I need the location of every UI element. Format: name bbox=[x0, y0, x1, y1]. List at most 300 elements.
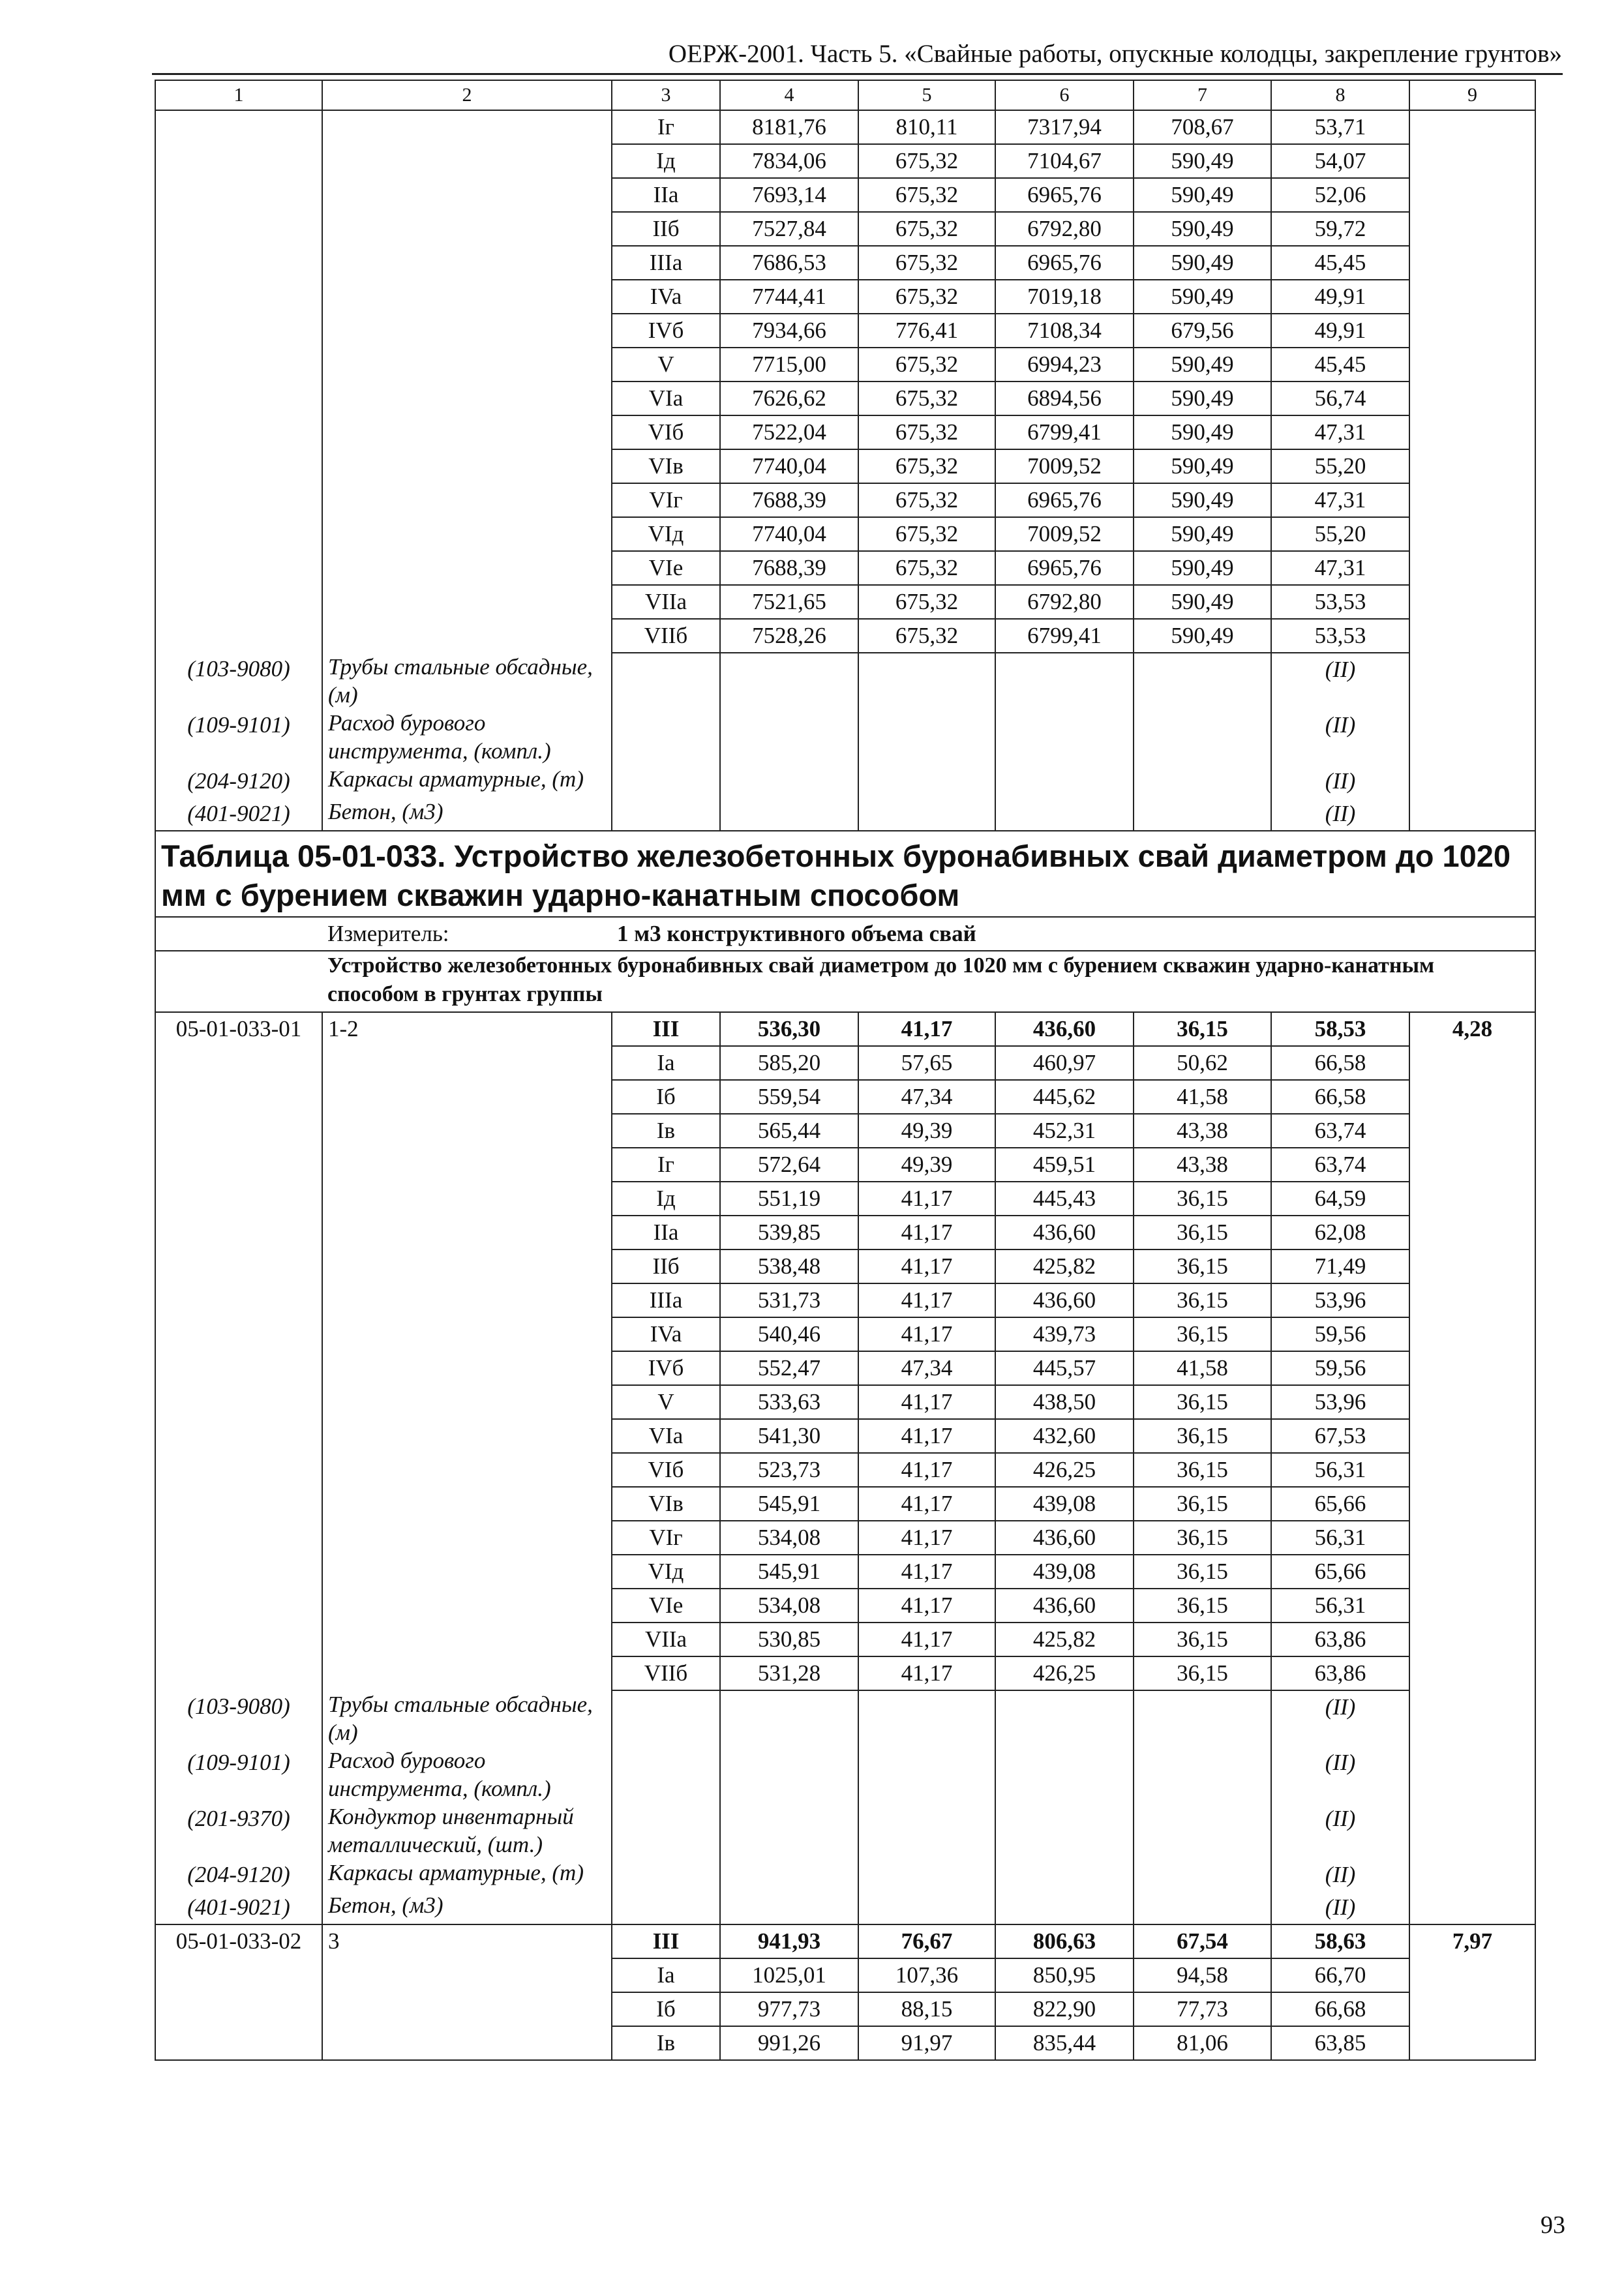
c9-cell bbox=[1409, 1589, 1535, 1623]
resource-row bbox=[155, 1690, 1535, 1746]
group-cell: Iг bbox=[612, 1148, 720, 1182]
value-cell-c8: 53,71 bbox=[1271, 110, 1409, 144]
value-cell-c7: 50,62 bbox=[1134, 1046, 1271, 1080]
c9-cell bbox=[1409, 1656, 1535, 1690]
value-cell-c6: 426,25 bbox=[995, 1656, 1134, 1690]
value-cell-c7: 36,15 bbox=[1134, 1453, 1271, 1487]
value-cell-c7: 36,15 bbox=[1134, 1521, 1271, 1555]
soil-cell: 1-2 bbox=[322, 1012, 612, 1046]
soil-cell bbox=[322, 1623, 612, 1656]
resource-name: Расход бурового инструмента, (компл.) bbox=[322, 1746, 612, 1803]
soil-cell bbox=[322, 1114, 612, 1148]
value-cell-c5: 41,17 bbox=[858, 1182, 995, 1216]
resource-code: (401-9021) bbox=[155, 798, 322, 831]
group-cell: V bbox=[612, 1385, 720, 1419]
empty-cell bbox=[995, 1803, 1134, 1859]
group-cell: Iг bbox=[612, 110, 720, 144]
page-header: ОЕРЖ-2001. Часть 5. «Свайные работы, опускные колодцы, закрепление грунтов» bbox=[668, 40, 1562, 68]
value-cell-c5: 41,17 bbox=[858, 1419, 995, 1453]
table-row bbox=[155, 1216, 1535, 1249]
group-cell: Iб bbox=[612, 1080, 720, 1114]
soil-cell bbox=[322, 1249, 612, 1283]
code-cell bbox=[155, 178, 322, 212]
unit-label: Измеритель: bbox=[322, 917, 612, 951]
code-cell bbox=[155, 551, 322, 585]
value-cell-c7: 590,49 bbox=[1134, 449, 1271, 483]
column-number: 1 bbox=[155, 80, 322, 110]
c9-cell: 7,97 bbox=[1409, 1924, 1535, 1958]
value-cell-c8: 45,45 bbox=[1271, 348, 1409, 382]
empty-cell bbox=[1409, 765, 1535, 798]
value-cell-c6: 835,44 bbox=[995, 2026, 1134, 2060]
c9-cell bbox=[1409, 280, 1535, 314]
value-cell-c8: 66,68 bbox=[1271, 1992, 1409, 2026]
table-row bbox=[155, 619, 1535, 653]
table-row bbox=[155, 1656, 1535, 1690]
c9-cell bbox=[1409, 314, 1535, 348]
value-cell-c7: 36,15 bbox=[1134, 1317, 1271, 1351]
soil-cell bbox=[322, 178, 612, 212]
value-cell-c5: 76,67 bbox=[858, 1924, 995, 1958]
value-cell-c6: 425,82 bbox=[995, 1249, 1134, 1283]
soil-cell bbox=[322, 212, 612, 246]
value-cell-c6: 436,60 bbox=[995, 1521, 1134, 1555]
value-cell-c7: 67,54 bbox=[1134, 1924, 1271, 1958]
empty-cell bbox=[1134, 709, 1271, 765]
soil-cell bbox=[322, 1453, 612, 1487]
value-cell-c4: 559,54 bbox=[720, 1080, 858, 1114]
value-cell-c5: 41,17 bbox=[858, 1555, 995, 1589]
code-cell bbox=[155, 449, 322, 483]
value-cell-c4: 565,44 bbox=[720, 1114, 858, 1148]
empty-cell bbox=[1409, 1859, 1535, 1891]
value-cell-c5: 41,17 bbox=[858, 1249, 995, 1283]
value-cell-c5: 675,32 bbox=[858, 619, 995, 653]
value-cell-c6: 6799,41 bbox=[995, 415, 1134, 449]
value-cell-c4: 7688,39 bbox=[720, 483, 858, 517]
code-cell bbox=[155, 1114, 322, 1148]
group-cell: Iв bbox=[612, 1114, 720, 1148]
c9-cell bbox=[1409, 1419, 1535, 1453]
value-cell-c6: 445,43 bbox=[995, 1182, 1134, 1216]
table-row bbox=[155, 1992, 1535, 2026]
value-cell-c6: 6965,76 bbox=[995, 246, 1134, 280]
soil-cell bbox=[322, 483, 612, 517]
code-cell: 05-01-033-01 bbox=[155, 1012, 322, 1046]
empty-cell bbox=[858, 1746, 995, 1803]
value-cell-c7: 590,49 bbox=[1134, 144, 1271, 178]
code-cell bbox=[155, 517, 322, 551]
c9-cell bbox=[1409, 1283, 1535, 1317]
value-cell-c6: 7019,18 bbox=[995, 280, 1134, 314]
value-cell-c7: 36,15 bbox=[1134, 1419, 1271, 1453]
value-cell-c5: 88,15 bbox=[858, 1992, 995, 2026]
code-cell bbox=[155, 2026, 322, 2060]
table-row bbox=[155, 1012, 1535, 1046]
value-cell-c4: 977,73 bbox=[720, 1992, 858, 2026]
c9-cell bbox=[1409, 1148, 1535, 1182]
table-row bbox=[155, 1623, 1535, 1656]
value-cell-c5: 41,17 bbox=[858, 1487, 995, 1521]
c9-cell bbox=[1409, 1555, 1535, 1589]
code-cell bbox=[155, 1992, 322, 2026]
table-row bbox=[155, 449, 1535, 483]
c9-cell bbox=[1409, 246, 1535, 280]
code-cell bbox=[155, 1487, 322, 1521]
resource-code: (109-9101) bbox=[155, 1746, 322, 1803]
c9-cell bbox=[1409, 144, 1535, 178]
code-cell bbox=[155, 1453, 322, 1487]
empty-cell bbox=[1409, 709, 1535, 765]
group-cell: Ia bbox=[612, 1958, 720, 1992]
value-cell-c5: 41,17 bbox=[858, 1453, 995, 1487]
value-cell-c6: 6792,80 bbox=[995, 212, 1134, 246]
value-cell-c4: 7522,04 bbox=[720, 415, 858, 449]
code-cell bbox=[155, 1080, 322, 1114]
resource-name: Бетон, (м3) bbox=[322, 1891, 612, 1924]
value-cell-c5: 776,41 bbox=[858, 314, 995, 348]
c9-cell bbox=[1409, 1317, 1535, 1351]
value-cell-c4: 7740,04 bbox=[720, 517, 858, 551]
empty-cell bbox=[612, 1746, 720, 1803]
value-cell-c4: 7834,06 bbox=[720, 144, 858, 178]
column-number: 9 bbox=[1409, 80, 1535, 110]
empty-cell bbox=[1134, 1859, 1271, 1891]
value-cell-c7: 36,15 bbox=[1134, 1589, 1271, 1623]
empty-cell bbox=[995, 709, 1134, 765]
code-cell bbox=[155, 246, 322, 280]
value-cell-c4: 7528,26 bbox=[720, 619, 858, 653]
empty-cell bbox=[720, 765, 858, 798]
value-cell-c5: 675,32 bbox=[858, 449, 995, 483]
code-cell bbox=[155, 1521, 322, 1555]
value-cell-c8: 49,91 bbox=[1271, 314, 1409, 348]
value-cell-c8: 66,58 bbox=[1271, 1046, 1409, 1080]
value-cell-c7: 590,49 bbox=[1134, 415, 1271, 449]
value-cell-c4: 7715,00 bbox=[720, 348, 858, 382]
group-cell: VIIб bbox=[612, 1656, 720, 1690]
group-cell: VIв bbox=[612, 1487, 720, 1521]
c9-cell bbox=[1409, 1958, 1535, 1992]
code-cell bbox=[155, 212, 322, 246]
value-cell-c5: 675,32 bbox=[858, 517, 995, 551]
value-cell-c8: 56,74 bbox=[1271, 382, 1409, 415]
soil-cell bbox=[322, 551, 612, 585]
empty-cell bbox=[1134, 798, 1271, 831]
value-cell-c5: 675,32 bbox=[858, 551, 995, 585]
value-cell-c8: 53,53 bbox=[1271, 585, 1409, 619]
soil-cell bbox=[322, 1419, 612, 1453]
code-cell bbox=[155, 619, 322, 653]
empty-cell bbox=[995, 1746, 1134, 1803]
value-cell-c4: 941,93 bbox=[720, 1924, 858, 1958]
value-cell-c4: 7686,53 bbox=[720, 246, 858, 280]
code-cell bbox=[155, 415, 322, 449]
soil-cell bbox=[322, 246, 612, 280]
value-cell-c8: 64,59 bbox=[1271, 1182, 1409, 1216]
value-cell-c5: 810,11 bbox=[858, 110, 995, 144]
value-cell-c7: 590,49 bbox=[1134, 517, 1271, 551]
value-cell-c4: 530,85 bbox=[720, 1623, 858, 1656]
table-row bbox=[155, 110, 1535, 144]
code-cell bbox=[155, 1419, 322, 1453]
code-cell bbox=[155, 1589, 322, 1623]
value-cell-c7: 94,58 bbox=[1134, 1958, 1271, 1992]
resource-mark: (II) bbox=[1271, 653, 1409, 709]
value-cell-c5: 675,32 bbox=[858, 382, 995, 415]
empty-cell bbox=[720, 1803, 858, 1859]
soil-cell bbox=[322, 1317, 612, 1351]
value-cell-c4: 545,91 bbox=[720, 1487, 858, 1521]
value-cell-c8: 59,56 bbox=[1271, 1317, 1409, 1351]
value-cell-c5: 675,32 bbox=[858, 144, 995, 178]
code-cell bbox=[155, 1216, 322, 1249]
soil-cell: 3 bbox=[322, 1924, 612, 1958]
value-cell-c6: 439,08 bbox=[995, 1555, 1134, 1589]
value-cell-c7: 36,15 bbox=[1134, 1385, 1271, 1419]
c9-cell bbox=[1409, 1249, 1535, 1283]
value-cell-c6: 438,50 bbox=[995, 1385, 1134, 1419]
unit-value: 1 м3 конструктивного объема свай bbox=[612, 917, 1535, 951]
resource-code: (201-9370) bbox=[155, 1803, 322, 1859]
value-cell-c6: 7104,67 bbox=[995, 144, 1134, 178]
empty-cell bbox=[995, 798, 1134, 831]
code-cell bbox=[155, 1182, 322, 1216]
value-cell-c4: 7527,84 bbox=[720, 212, 858, 246]
value-cell-c8: 63,74 bbox=[1271, 1114, 1409, 1148]
group-cell: III bbox=[612, 1924, 720, 1958]
table-row bbox=[155, 1589, 1535, 1623]
column-number: 3 bbox=[612, 80, 720, 110]
group-cell: V bbox=[612, 348, 720, 382]
resource-row bbox=[155, 1891, 1535, 1924]
c9-cell bbox=[1409, 1453, 1535, 1487]
value-cell-c5: 675,32 bbox=[858, 348, 995, 382]
table-title: Таблица 05-01-033. Устройство железобетонных буронабивных свай диаметром до 1020 мм с бурением скважин ударно-канатным способом bbox=[155, 831, 1535, 917]
value-cell-c6: 6799,41 bbox=[995, 619, 1134, 653]
code-cell bbox=[155, 382, 322, 415]
group-cell: VIв bbox=[612, 449, 720, 483]
value-cell-c6: 436,60 bbox=[995, 1589, 1134, 1623]
group-cell: Iв bbox=[612, 2026, 720, 2060]
table-row bbox=[155, 1924, 1535, 1958]
value-cell-c7: 590,49 bbox=[1134, 619, 1271, 653]
soil-cell bbox=[322, 1521, 612, 1555]
value-cell-c8: 55,20 bbox=[1271, 449, 1409, 483]
empty-cell bbox=[612, 798, 720, 831]
value-cell-c8: 47,31 bbox=[1271, 483, 1409, 517]
code-cell bbox=[155, 1317, 322, 1351]
table-row bbox=[155, 1555, 1535, 1589]
value-cell-c6: 436,60 bbox=[995, 1216, 1134, 1249]
empty-cell bbox=[720, 709, 858, 765]
empty-cell bbox=[858, 1859, 995, 1891]
group-cell: VIe bbox=[612, 551, 720, 585]
value-cell-c6: 436,60 bbox=[995, 1283, 1134, 1317]
value-cell-c5: 41,17 bbox=[858, 1656, 995, 1690]
section-heading-row bbox=[155, 951, 1535, 1012]
value-cell-c4: 531,28 bbox=[720, 1656, 858, 1690]
empty-cell bbox=[858, 765, 995, 798]
value-cell-c8: 62,08 bbox=[1271, 1216, 1409, 1249]
value-cell-c7: 679,56 bbox=[1134, 314, 1271, 348]
c9-cell bbox=[1409, 1046, 1535, 1080]
table-row bbox=[155, 1114, 1535, 1148]
value-cell-c8: 59,72 bbox=[1271, 212, 1409, 246]
c9-cell bbox=[1409, 415, 1535, 449]
group-cell: IIб bbox=[612, 212, 720, 246]
empty-cell bbox=[720, 653, 858, 709]
c9-cell bbox=[1409, 2026, 1535, 2060]
resource-mark: (II) bbox=[1271, 765, 1409, 798]
value-cell-c6: 459,51 bbox=[995, 1148, 1134, 1182]
value-cell-c6: 822,90 bbox=[995, 1992, 1134, 2026]
value-cell-c5: 41,17 bbox=[858, 1589, 995, 1623]
value-cell-c4: 552,47 bbox=[720, 1351, 858, 1385]
code-cell bbox=[155, 585, 322, 619]
value-cell-c8: 66,70 bbox=[1271, 1958, 1409, 1992]
soil-cell bbox=[322, 144, 612, 178]
table-row bbox=[155, 1148, 1535, 1182]
resource-row bbox=[155, 1859, 1535, 1891]
c9-cell bbox=[1409, 449, 1535, 483]
table-row bbox=[155, 212, 1535, 246]
table-row bbox=[155, 1958, 1535, 1992]
table-row bbox=[155, 1080, 1535, 1114]
value-cell-c4: 7744,41 bbox=[720, 280, 858, 314]
table-title-row bbox=[155, 831, 1535, 917]
code-cell bbox=[155, 1623, 322, 1656]
value-cell-c8: 55,20 bbox=[1271, 517, 1409, 551]
group-cell: VIб bbox=[612, 415, 720, 449]
value-cell-c8: 47,31 bbox=[1271, 415, 1409, 449]
table-row bbox=[155, 280, 1535, 314]
resource-mark: (II) bbox=[1271, 709, 1409, 765]
c9-cell bbox=[1409, 1080, 1535, 1114]
table-row bbox=[155, 1046, 1535, 1080]
value-cell-c4: 545,91 bbox=[720, 1555, 858, 1589]
value-cell-c8: 58,63 bbox=[1271, 1924, 1409, 1958]
resource-mark: (II) bbox=[1271, 1859, 1409, 1891]
price-table bbox=[155, 80, 1536, 2061]
group-cell: IVa bbox=[612, 1317, 720, 1351]
value-cell-c8: 53,53 bbox=[1271, 619, 1409, 653]
group-cell: VIд bbox=[612, 517, 720, 551]
value-cell-c7: 77,73 bbox=[1134, 1992, 1271, 2026]
c9-cell bbox=[1409, 1992, 1535, 2026]
c9-cell bbox=[1409, 483, 1535, 517]
group-cell: VIIa bbox=[612, 1623, 720, 1656]
value-cell-c7: 36,15 bbox=[1134, 1555, 1271, 1589]
resource-name: Каркасы арматурные, (т) bbox=[322, 1859, 612, 1891]
c9-cell bbox=[1409, 585, 1535, 619]
empty-cell bbox=[720, 1690, 858, 1746]
soil-cell bbox=[322, 280, 612, 314]
value-cell-c7: 590,49 bbox=[1134, 348, 1271, 382]
table-row bbox=[155, 1351, 1535, 1385]
value-cell-c4: 7934,66 bbox=[720, 314, 858, 348]
value-cell-c5: 107,36 bbox=[858, 1958, 995, 1992]
empty-cell bbox=[1409, 1746, 1535, 1803]
column-number: 8 bbox=[1271, 80, 1409, 110]
soil-cell bbox=[322, 1555, 612, 1589]
value-cell-c4: 523,73 bbox=[720, 1453, 858, 1487]
resource-row bbox=[155, 653, 1535, 709]
soil-cell bbox=[322, 382, 612, 415]
group-cell: VIб bbox=[612, 1453, 720, 1487]
value-cell-c8: 52,06 bbox=[1271, 178, 1409, 212]
empty-cell bbox=[995, 1891, 1134, 1924]
empty-cell bbox=[995, 653, 1134, 709]
column-number: 5 bbox=[858, 80, 995, 110]
value-cell-c7: 36,15 bbox=[1134, 1656, 1271, 1690]
value-cell-c8: 65,66 bbox=[1271, 1487, 1409, 1521]
resource-mark: (II) bbox=[1271, 1803, 1409, 1859]
value-cell-c8: 53,96 bbox=[1271, 1385, 1409, 1419]
empty-cell bbox=[995, 1690, 1134, 1746]
value-cell-c8: 56,31 bbox=[1271, 1589, 1409, 1623]
value-cell-c8: 67,53 bbox=[1271, 1419, 1409, 1453]
column-number: 4 bbox=[720, 80, 858, 110]
table-row bbox=[155, 2026, 1535, 2060]
value-cell-c5: 675,32 bbox=[858, 178, 995, 212]
soil-cell bbox=[322, 1992, 612, 2026]
value-cell-c8: 56,31 bbox=[1271, 1521, 1409, 1555]
table-row bbox=[155, 1283, 1535, 1317]
soil-cell bbox=[322, 449, 612, 483]
soil-cell bbox=[322, 1046, 612, 1080]
value-cell-c6: 7317,94 bbox=[995, 110, 1134, 144]
empty-cell bbox=[1134, 1891, 1271, 1924]
value-cell-c7: 36,15 bbox=[1134, 1283, 1271, 1317]
value-cell-c6: 6965,76 bbox=[995, 551, 1134, 585]
soil-cell bbox=[322, 1385, 612, 1419]
c9-cell bbox=[1409, 1351, 1535, 1385]
value-cell-c4: 572,64 bbox=[720, 1148, 858, 1182]
soil-cell bbox=[322, 415, 612, 449]
empty-cell bbox=[612, 1690, 720, 1746]
group-cell: VIe bbox=[612, 1589, 720, 1623]
code-cell bbox=[155, 280, 322, 314]
value-cell-c5: 57,65 bbox=[858, 1046, 995, 1080]
value-cell-c6: 850,95 bbox=[995, 1958, 1134, 1992]
soil-cell bbox=[322, 517, 612, 551]
table-row bbox=[155, 348, 1535, 382]
empty-cell bbox=[612, 1891, 720, 1924]
value-cell-c4: 1025,01 bbox=[720, 1958, 858, 1992]
table-row bbox=[155, 144, 1535, 178]
resource-mark: (II) bbox=[1271, 1690, 1409, 1746]
value-cell-c6: 6965,76 bbox=[995, 483, 1134, 517]
group-cell: IIa bbox=[612, 178, 720, 212]
c9-cell bbox=[1409, 1521, 1535, 1555]
empty-cell bbox=[1409, 798, 1535, 831]
c9-cell bbox=[1409, 1385, 1535, 1419]
soil-cell bbox=[322, 2026, 612, 2060]
value-cell-c8: 66,58 bbox=[1271, 1080, 1409, 1114]
value-cell-c4: 7626,62 bbox=[720, 382, 858, 415]
c9-cell bbox=[1409, 1114, 1535, 1148]
resource-name: Каркасы арматурные, (т) bbox=[322, 765, 612, 798]
value-cell-c4: 539,85 bbox=[720, 1216, 858, 1249]
group-cell: IVб bbox=[612, 314, 720, 348]
table-row bbox=[155, 1419, 1535, 1453]
value-cell-c5: 675,32 bbox=[858, 246, 995, 280]
value-cell-c8: 63,85 bbox=[1271, 2026, 1409, 2060]
c9-cell bbox=[1409, 110, 1535, 144]
value-cell-c4: 585,20 bbox=[720, 1046, 858, 1080]
value-cell-c7: 708,67 bbox=[1134, 110, 1271, 144]
